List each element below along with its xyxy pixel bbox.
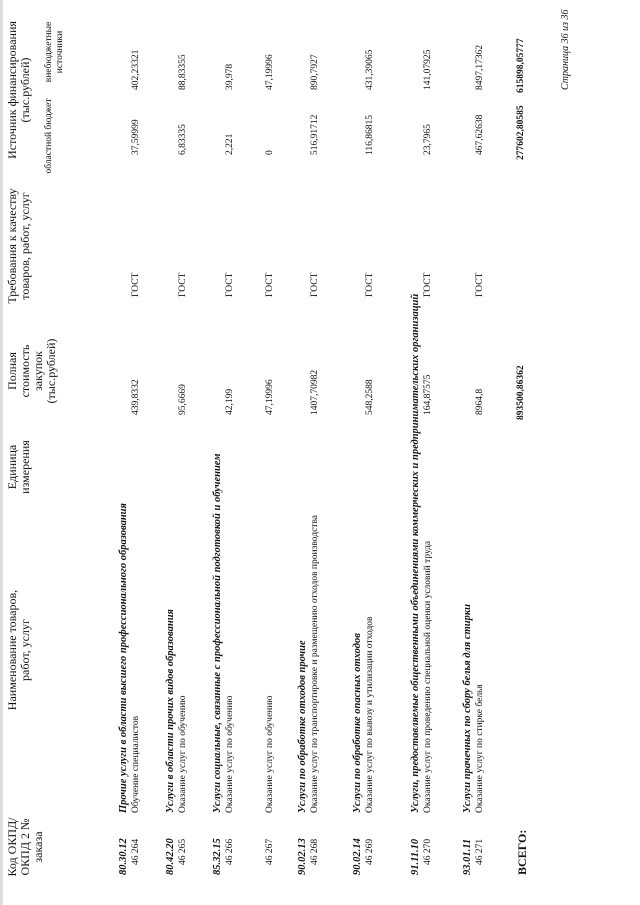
regional-value: 116,86815 (365, 114, 375, 155)
total-regional: 277602,80585 (516, 105, 526, 160)
item-name: Оказание услуг по транспортировке и размещению отходов производства (310, 514, 320, 813)
regional-value: 37,59999 (131, 119, 141, 155)
extra-value: 88,83355 (178, 54, 188, 90)
extra-value: 890,7927 (310, 54, 320, 90)
requirement-value: ГОСТ (310, 272, 320, 297)
section-title: Услуги прачечных по сбору белья для стирки (462, 603, 473, 813)
regional-value: 2,221 (225, 133, 235, 155)
order-number: 46 270 (423, 838, 433, 865)
total-label: ВСЕГО: (515, 829, 529, 875)
item-name: Оказание услуг по обучению (178, 695, 188, 813)
requirement-value: ГОСТ (475, 272, 485, 297)
cost-value: 47,19996 (265, 379, 275, 415)
header-requirements: Требования к качеству товаров, работ, услуг (5, 188, 32, 304)
section-code: 80.30.12 (118, 838, 129, 875)
section-title: Услуги в области прочих видов образования (165, 609, 176, 813)
requirement-value: ГОСТ (225, 272, 235, 297)
item-name: Оказание услуг по стирке белья (475, 684, 485, 813)
item-name: Оказание услуг по вывозу и утилизации отходов (365, 616, 375, 813)
section-code: 80.42.20 (165, 838, 176, 875)
regional-value: 23,7965 (423, 124, 433, 155)
cost-value: 548,2588 (365, 379, 375, 415)
header-regional: областной бюджет (44, 98, 54, 174)
requirement-value: ГОСТ (365, 272, 375, 297)
total-extra: 615898,05777 (516, 38, 526, 93)
extra-value: 8497,17362 (475, 44, 485, 90)
item-name: Оказание услуг по проведению специальной оценки условий труда (423, 540, 433, 813)
requirement-value: ГОСТ (265, 272, 275, 297)
regional-value: 6,83335 (178, 124, 188, 155)
order-number: 46 267 (265, 838, 275, 865)
order-number: 46 271 (475, 838, 485, 865)
order-number: 46 266 (225, 838, 235, 865)
extra-value: 141,07925 (423, 49, 433, 90)
cost-value: 42,199 (225, 388, 235, 415)
item-name: Оказание услуг по обучению (225, 695, 235, 813)
header-unit: Единица измерения (5, 440, 32, 494)
section-title: Услуги по обработке отходов прочие (297, 640, 308, 813)
header-sources: Источник финансирования (тыс.рублей) (5, 21, 32, 159)
order-number: 46 269 (365, 838, 375, 865)
cost-value: 439,8332 (131, 379, 141, 415)
order-number: 46 268 (310, 838, 320, 865)
item-name: Обучение специалистов (131, 715, 141, 813)
item-name: Оказание услуг по обучению (265, 695, 275, 813)
cost-value: 95,6669 (178, 384, 188, 415)
section-code: 85.32.15 (212, 838, 223, 875)
section-code: 90.02.14 (352, 838, 363, 875)
header-code: Код ОКПД/ ОКПД 2 № заказа (5, 817, 45, 877)
requirement-value: ГОСТ (131, 272, 141, 297)
extra-value: 431,39065 (365, 49, 375, 90)
requirement-value: ГОСТ (423, 272, 433, 297)
section-code: 93.01.11 (462, 838, 473, 875)
section-title: Прочие услуги в области высшего профессионального образования (118, 503, 129, 813)
cost-value: 164,87575 (423, 374, 433, 415)
order-number: 46 264 (131, 838, 141, 865)
total-cost: 893500,86362 (516, 365, 526, 420)
cost-value: 8964,8 (475, 388, 485, 415)
header-extra: внебюджетные источники (44, 21, 65, 83)
requirement-value: ГОСТ (178, 272, 188, 297)
section-title: Услуги социальные, связанные с профессиональной подготовкой и обучением (212, 453, 223, 813)
page-counter: Страница 36 из 36 (560, 9, 571, 90)
extra-value: 39,978 (225, 63, 235, 90)
section-title: Услуги по обработке опасных отходов (352, 633, 363, 813)
cost-value: 1407,70982 (310, 369, 320, 415)
section-code: 91.11.10 (410, 838, 421, 875)
section-title: Услуги, предоставляемые общественными объединениями коммерческих и предпринимательских организаций (410, 293, 421, 813)
regional-value: 0 (265, 150, 275, 155)
scan-edge (0, 0, 3, 905)
header-name: Наименование товаров, работ, услуг (5, 589, 32, 711)
order-number: 46 265 (178, 838, 188, 865)
regional-value: 467,62638 (475, 114, 485, 155)
section-code: 90.02.13 (297, 838, 308, 875)
regional-value: 516,91712 (310, 114, 320, 155)
extra-value: 402,23321 (131, 49, 141, 90)
header-full-cost: Полная стоимость закупок (тыс.рублей) (5, 338, 58, 404)
extra-value: 47,19996 (265, 54, 275, 90)
